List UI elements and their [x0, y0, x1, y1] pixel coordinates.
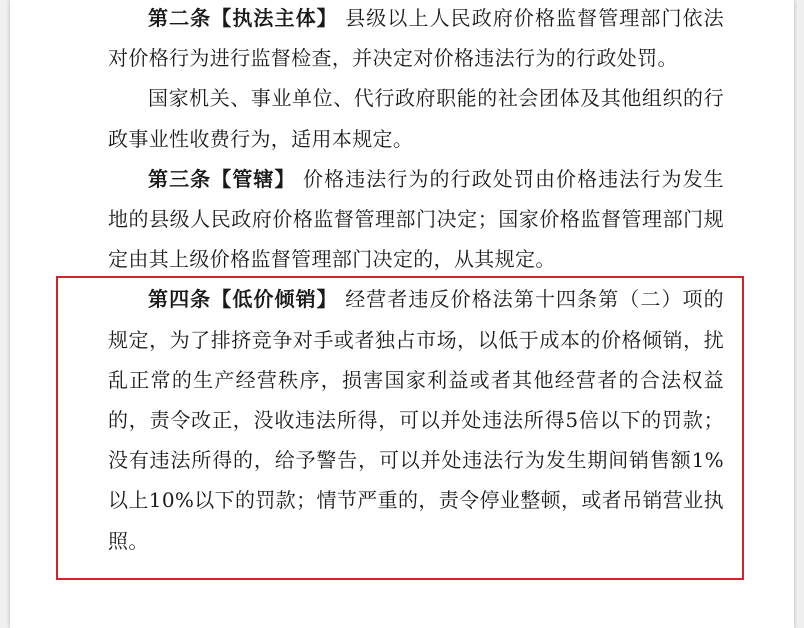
- document-page: [10, 0, 794, 628]
- paragraph-article-2-cont: [108, 78, 724, 158]
- article-4-heading: 第四条【低价倾销】: [148, 287, 338, 312]
- article-3-heading: 第三条【管辖】: [148, 166, 296, 191]
- article-4-body: 经营者违反价格法第十四条第（二）项的规定，为了排挤竞争对手或者独占市场，以低于成本的价格倾销，扰乱正常的生产经营秩序，损害国家利益或者其他经营者的合法权益的，责令改正，没收违法所得，可以并处违法所得5倍以下的罚款；没有违法所得的，给予警告，可以并处违法行为发生期间销售额1%以上10%以下的罚款；情节严重的，责令停业整顿，或者吊销营业执照。: [108, 287, 724, 553]
- highlight-box-article-4: [56, 276, 744, 580]
- article-2-heading: 第二条【执法主体】: [148, 6, 338, 30]
- article-2-cont-body: 国家机关、事业单位、代行政府职能的社会团体及其他组织的行政事业性收费行为，适用本规定。: [108, 86, 724, 151]
- paragraph-article-2: [108, 0, 724, 78]
- paragraph-article-3: [108, 159, 724, 280]
- article-3-body: 价格违法行为的行政处罚由价格违法行为发生地的县级人民政府价格监督管理部门决定；国家价格监督管理部门规定由其上级价格监督管理部门决定的，从其规定。: [108, 166, 724, 272]
- article-2-body: 县级以上人民政府价格监督管理部门依法对价格行为进行监督检查，并决定对价格违法行为的行政处罚。: [108, 6, 724, 71]
